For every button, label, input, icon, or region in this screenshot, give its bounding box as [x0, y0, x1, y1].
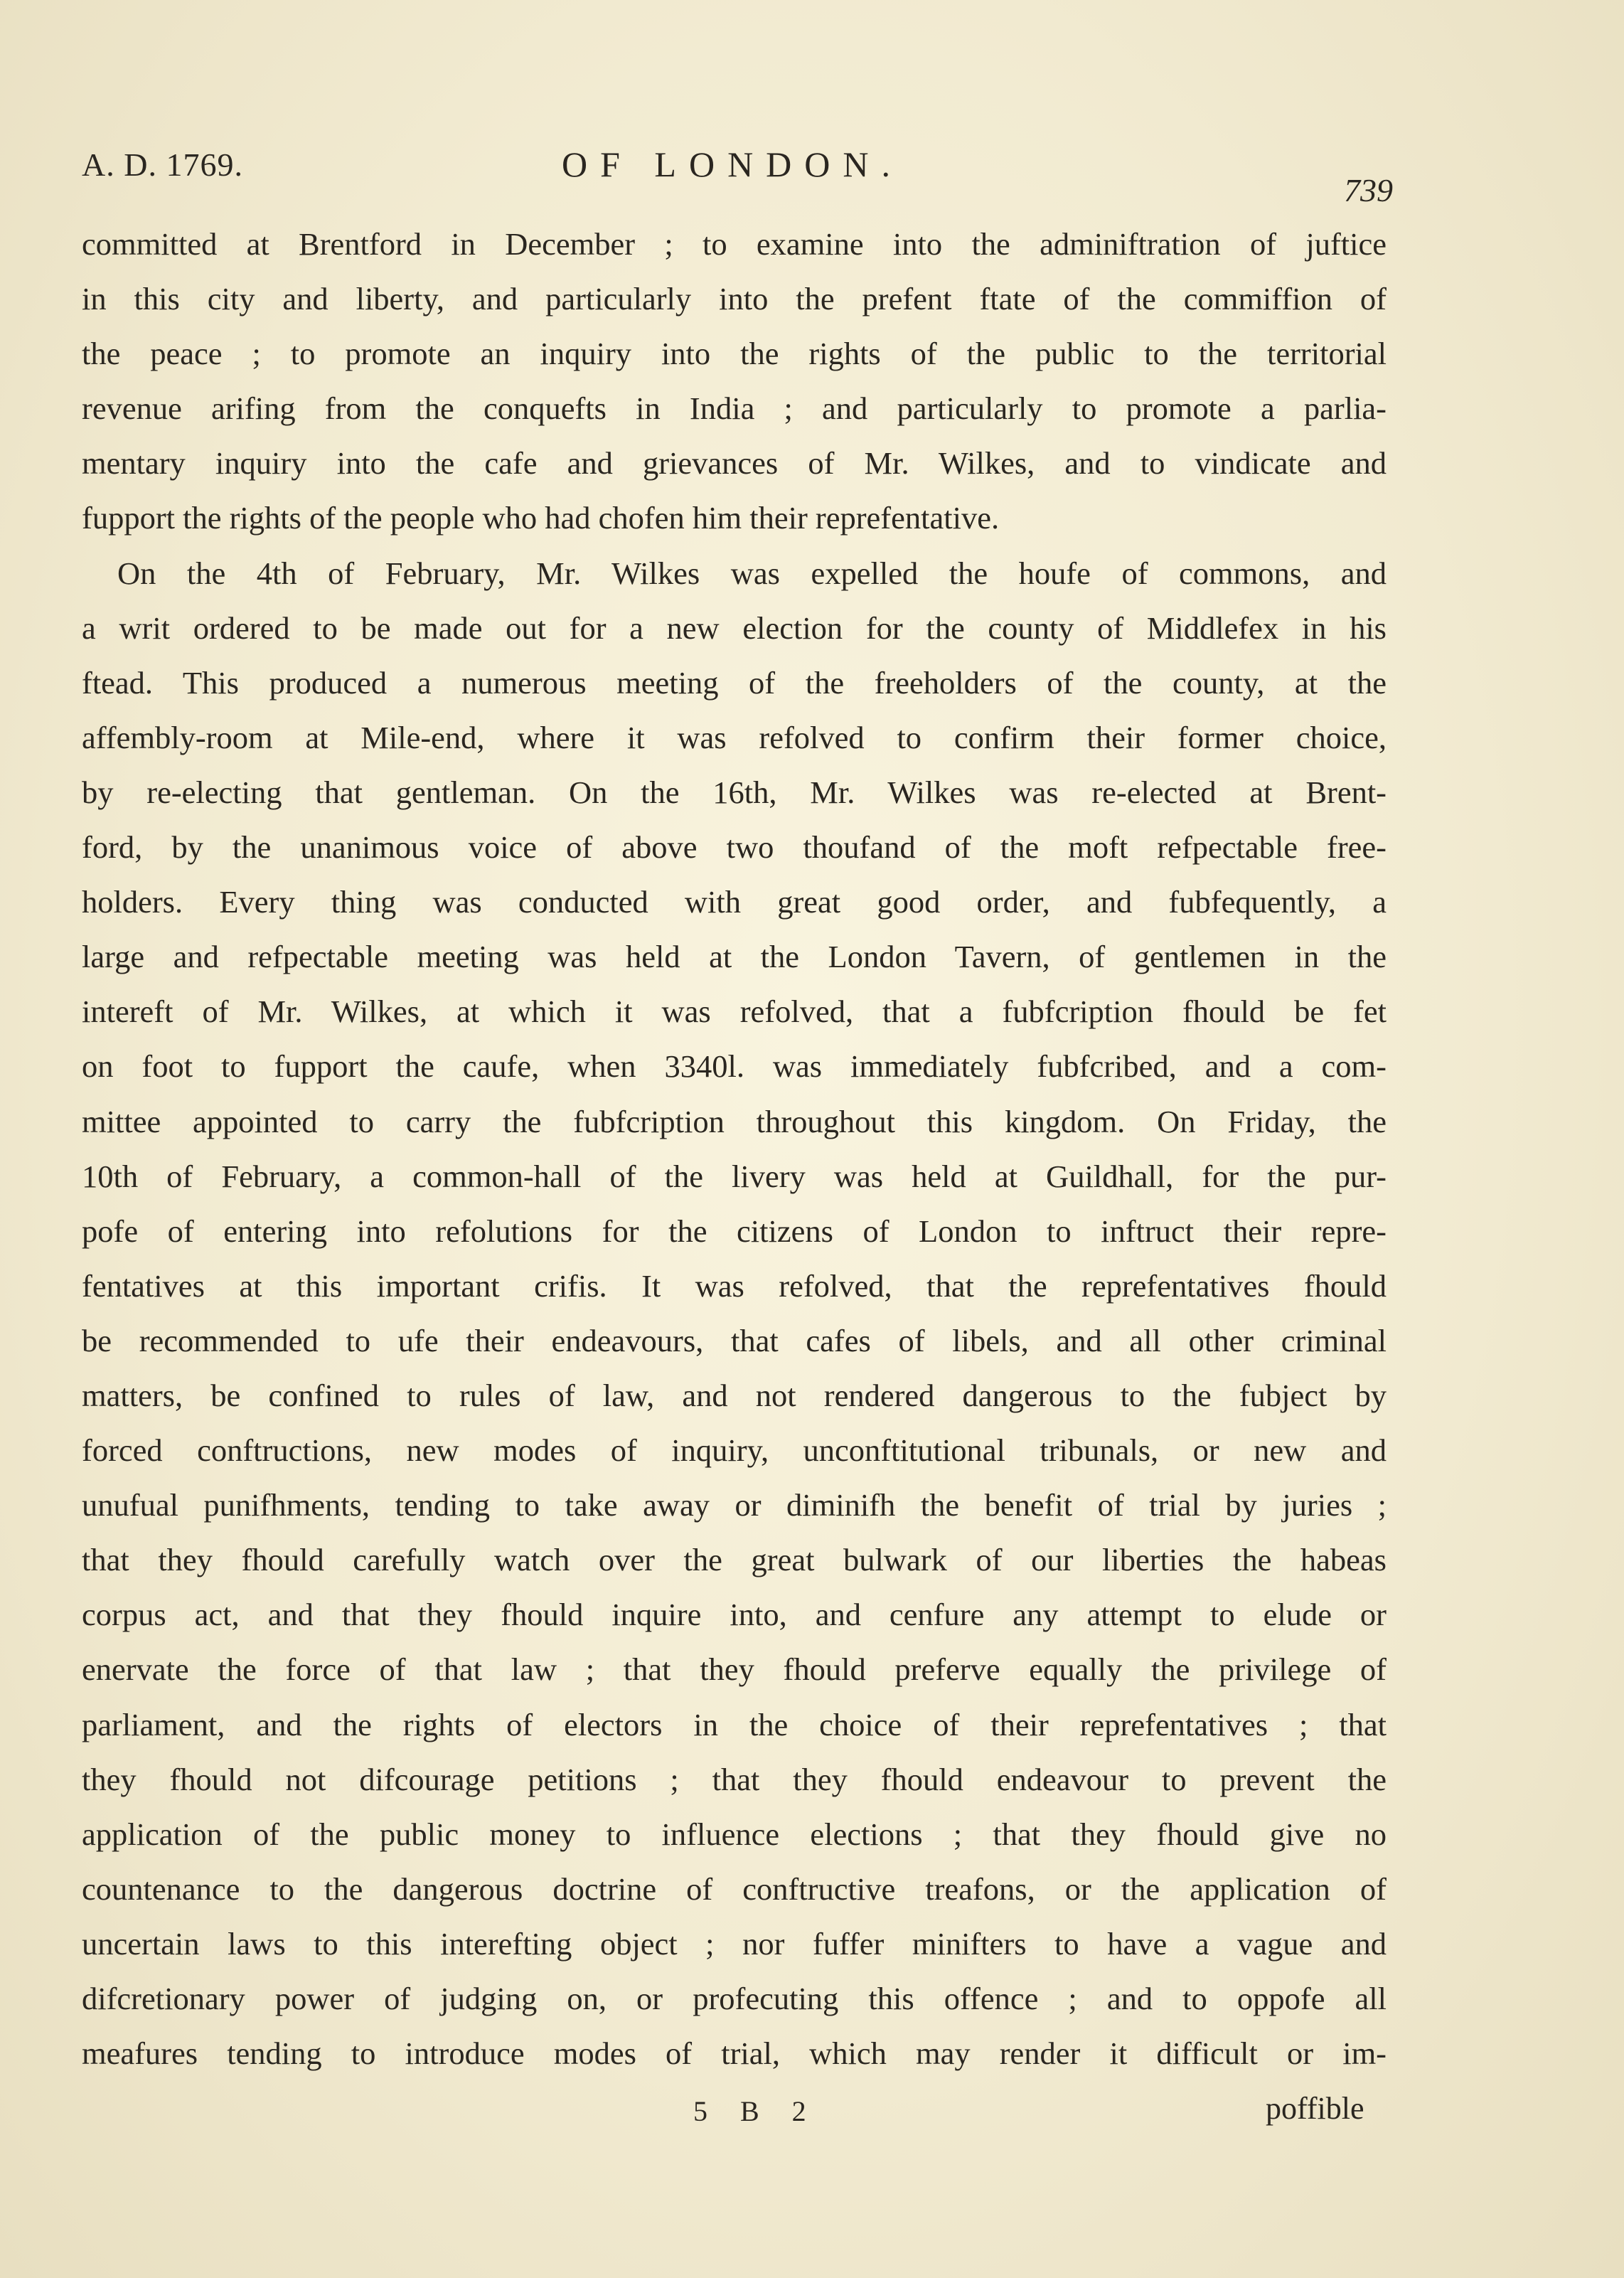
text-line-26: corpus act, and that they fhould inquire into, and cenfure any attempt to elude or	[82, 1597, 1387, 1633]
text-line-18: 10th of February, a common-hall of the livery was held at Guildhall, for the pur-	[82, 1158, 1387, 1194]
text-line-14: large and refpectable meeting was held at the London Tavern, of gentlemen in the	[82, 939, 1387, 975]
text-line-3: the peace ; to promote an inquiry into the rights of the public to the territorial	[82, 336, 1387, 372]
text-line-10: affembly-room at Mile-end, where it was refolved to confirm their former choice,	[82, 719, 1387, 755]
text-line-31: countenance to the dangerous doctrine of conftructive treafons, or the application of	[82, 1870, 1387, 1907]
signature-mark: 5 B 2	[693, 2095, 819, 2127]
text-line-28: parliament, and the rights of electors in the choice of their reprefentatives ; that	[82, 1706, 1387, 1742]
body-text	[82, 217, 1387, 2081]
text-line-32: uncertain laws to this interefting object ; nor fuffer minifters to have a vague and	[82, 1925, 1387, 1962]
text-line-27: enervate the force of that law ; that they fhould preferve equally the privilege of	[82, 1651, 1387, 1688]
text-line-4: revenue arifing from the conquefts in India ; and particularly to promote a parlia-	[82, 390, 1387, 427]
text-line-9: ftead. This produced a numerous meeting of the freeholders of the county, at the	[82, 664, 1387, 701]
catchword: poffible	[1266, 2091, 1364, 2126]
text-line-30: application of the public money to influence elections ; that they fhould give no	[82, 1816, 1387, 1852]
text-line-21: be recommended to ufe their endeavours, that cafes of libels, and all other criminal	[82, 1322, 1387, 1358]
text-line-17: mittee appointed to carry the fubfcription throughout this kingdom. On Friday, the	[82, 1103, 1387, 1139]
text-line-12: ford, by the unanimous voice of above two thoufand of the moft refpectable free-	[82, 829, 1387, 866]
text-line-25: that they fhould carefully watch over the great bulwark of our liberties the habeas	[82, 1542, 1387, 1578]
text-line-19: pofe of entering into refolutions for the citizens of London to inftruct their repre-	[82, 1213, 1387, 1249]
page-number: 739	[1344, 172, 1393, 208]
text-line-8: a writ ordered to be made out for a new election for the county of Middlefex in his	[82, 610, 1387, 646]
text-line-11: by re-electing that gentleman. On the 16th, Mr. Wilkes was re-elected at Brent-	[82, 774, 1387, 810]
text-line-2: in this city and liberty, and particularly into the prefent ftate of the commiffion of	[82, 281, 1387, 317]
text-line-23: forced conftructions, new modes of inquiry, unconftitutional tribunals, or new and	[82, 1432, 1387, 1469]
text-line-34: meafures tending to introduce modes of trial, which may render it difficult or im-	[82, 2035, 1387, 2072]
text-line-15: intereft of Mr. Wilkes, at which it was refolved, that a fubfcription fhould be fet	[82, 994, 1387, 1030]
text-line-29: they fhould not difcourage petitions ; that they fhould endeavour to prevent the	[82, 1761, 1387, 1797]
running-header	[0, 144, 1624, 208]
text-line-22: matters, be confined to rules of law, and not rendered dangerous to the fubject by	[82, 1377, 1387, 1413]
page-footer	[0, 2091, 1624, 2144]
text-line-5: mentary inquiry into the cafe and grievances of Mr. Wilkes, and to vindicate and	[82, 445, 1387, 481]
text-line-7: On the 4th of February, Mr. Wilkes was expelled the houfe of commons, and	[117, 555, 1387, 591]
header-date: A. D. 1769.	[82, 147, 243, 183]
text-line-6: fupport the rights of the people who had chofen him their reprefentative.	[82, 500, 1000, 536]
text-line-33: difcretionary power of judging on, or profecuting this offence ; and to oppofe all	[82, 1981, 1387, 2016]
text-line-20: fentatives at this important crifis. It was refolved, that the reprefentatives fhould	[82, 1267, 1387, 1304]
text-line-13: holders. Every thing was conducted with great good order, and fubfequently, a	[82, 884, 1387, 920]
text-line-16: on foot to fupport the caufe, when 3340l. was immediately fubfcribed, and a com-	[82, 1048, 1387, 1085]
header-title: OF LONDON.	[562, 144, 903, 184]
text-line-1: committed at Brentford in December ; to examine into the adminiftration of juftice	[82, 226, 1387, 262]
text-line-24: unufual punifhments, tending to take away or diminifh the benefit of trial by juries ;	[82, 1487, 1387, 1523]
